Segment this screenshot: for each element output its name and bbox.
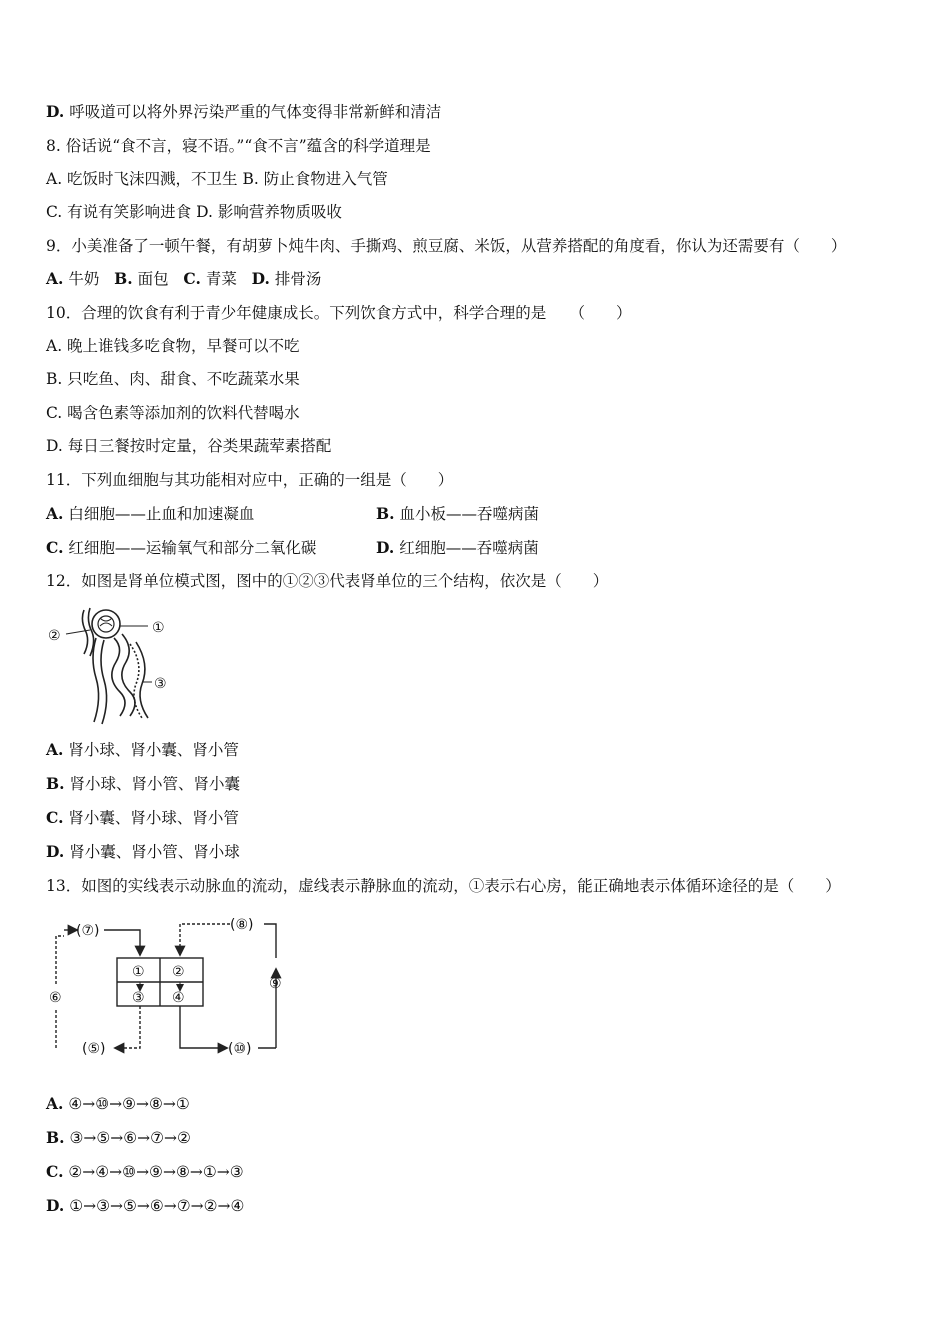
q10-stem: 10．合理的饮食有利于青少年健康成长。下列饮食方式中，科学合理的是 （ ）: [46, 304, 632, 322]
q13-stem: 13．如图的实线表示动脉血的流动，虚线表示静脉血的流动，①表示右心房，能正确地表示体循环途径的是（ ）: [46, 877, 841, 895]
option-text: 排骨汤: [274, 270, 322, 288]
q10-option-a: A. 晚上谁钱多吃食物，早餐可以不吃: [46, 337, 300, 355]
q9-stem: 9．小美准备了一顿午餐，有胡萝卜炖牛肉、手撕鸡、煎豆腐、米饭，从营养搭配的角度看，你认为还需要有（ ）: [46, 237, 847, 255]
q13-option-b: [46, 1128, 191, 1148]
option-text: 红细胞——运输氧气和部分二氧化碳: [68, 539, 317, 557]
label-c4: ④: [172, 990, 185, 1006]
q7-option-d: [46, 102, 441, 122]
option-letter: C.: [46, 538, 64, 557]
option-letter: D.: [46, 102, 65, 121]
option-letter: D.: [46, 842, 65, 861]
option-text: ④→⑩→⑨→⑧→①: [68, 1095, 190, 1113]
option-letter: D.: [251, 269, 270, 288]
circulation-diagram: [44, 910, 292, 1062]
glomerulus-capsule: [92, 610, 120, 638]
q11-stem: 11．下列血细胞与其功能相对应中，正确的一组是（ ）: [46, 471, 454, 489]
q12-option-c: [46, 808, 239, 828]
q12-stem: 12．如图是肾单位模式图，图中的①②③代表肾单位的三个结构，依次是（ ）: [46, 572, 609, 590]
q11-option-a: [46, 504, 254, 524]
option-text: 呼吸道可以将外界污染严重的气体变得非常新鲜和清洁: [69, 103, 442, 121]
q10-option-b: B. 只吃鱼、肉、甜食、不吃蔬菜水果: [46, 370, 300, 388]
option-letter: B.: [376, 504, 395, 523]
option-letter: C.: [46, 1162, 64, 1181]
option-letter: A.: [46, 740, 64, 759]
q9-options: [46, 269, 321, 289]
option-letter: A.: [46, 1094, 64, 1113]
label-5: (⑤): [82, 1041, 106, 1057]
option-letter: B.: [46, 774, 65, 793]
option-text: 红细胞——吞噬病菌: [399, 539, 539, 557]
q12-option-a: [46, 740, 239, 760]
label-c2: ②: [172, 964, 185, 980]
q12-option-d: [46, 842, 240, 862]
label-10: (⑩): [228, 1041, 252, 1057]
option-letter: C.: [183, 269, 201, 288]
option-text: 白细胞——止血和加速凝血: [68, 505, 255, 523]
option-letter: D.: [376, 538, 395, 557]
option-text: 肾小囊、肾小管、肾小球: [69, 843, 240, 861]
label-1: ①: [152, 620, 165, 636]
option-letter: C.: [46, 808, 64, 827]
q13-option-a: [46, 1094, 190, 1114]
q13-option-c: [46, 1162, 244, 1182]
label-7: (⑦): [76, 923, 100, 939]
q11-option-d: [376, 538, 539, 558]
q11-option-b: [376, 504, 539, 524]
option-text: ①→③→⑤→⑥→⑦→②→④: [69, 1197, 245, 1215]
option-text: ③→⑤→⑥→⑦→②: [69, 1129, 191, 1147]
option-letter: D.: [46, 1196, 65, 1215]
q12-option-b: [46, 774, 240, 794]
option-text: 肾小球、肾小管、肾小囊: [69, 775, 240, 793]
q8-options-ab: A. 吃饭时飞沫四溅，不卫生 B. 防止食物进入气管: [46, 170, 388, 188]
q11-option-c: [46, 538, 316, 558]
option-letter: A.: [46, 504, 64, 523]
q10-option-d: D. 每日三餐按时定量，谷类果蔬荤素搭配: [46, 437, 332, 455]
option-text: 青菜: [205, 270, 237, 288]
q10-option-c: C. 喝含色素等添加剂的饮料代替喝水: [46, 404, 300, 422]
q8-stem: 8. 俗话说“食不言，寝不语。”“食不言”蕴含的科学道理是: [46, 137, 431, 155]
option-letter: A.: [46, 269, 64, 288]
label-6: ⑥: [49, 990, 62, 1006]
option-text: 牛奶: [68, 270, 100, 288]
label-c1: ①: [132, 964, 145, 980]
nephron-diagram: [44, 604, 180, 728]
option-letter: B.: [46, 1128, 65, 1147]
label-9: ⑨: [269, 976, 282, 992]
option-text: ②→④→⑩→⑨→⑧→①→③: [68, 1163, 244, 1181]
label-c3: ③: [132, 990, 145, 1006]
option-text: 肾小球、肾小囊、肾小管: [68, 741, 239, 759]
option-text: 血小板——吞噬病菌: [399, 505, 539, 523]
option-text: 面包: [137, 270, 169, 288]
label-2: ②: [48, 628, 61, 644]
q8-options-cd: C. 有说有笑影响进食 D. 影响营养物质吸收: [46, 203, 342, 221]
q13-option-d: [46, 1196, 244, 1216]
label-3: ③: [154, 676, 167, 692]
label-8: (⑧): [230, 917, 254, 933]
option-letter: B.: [114, 269, 133, 288]
option-text: 肾小囊、肾小球、肾小管: [68, 809, 239, 827]
